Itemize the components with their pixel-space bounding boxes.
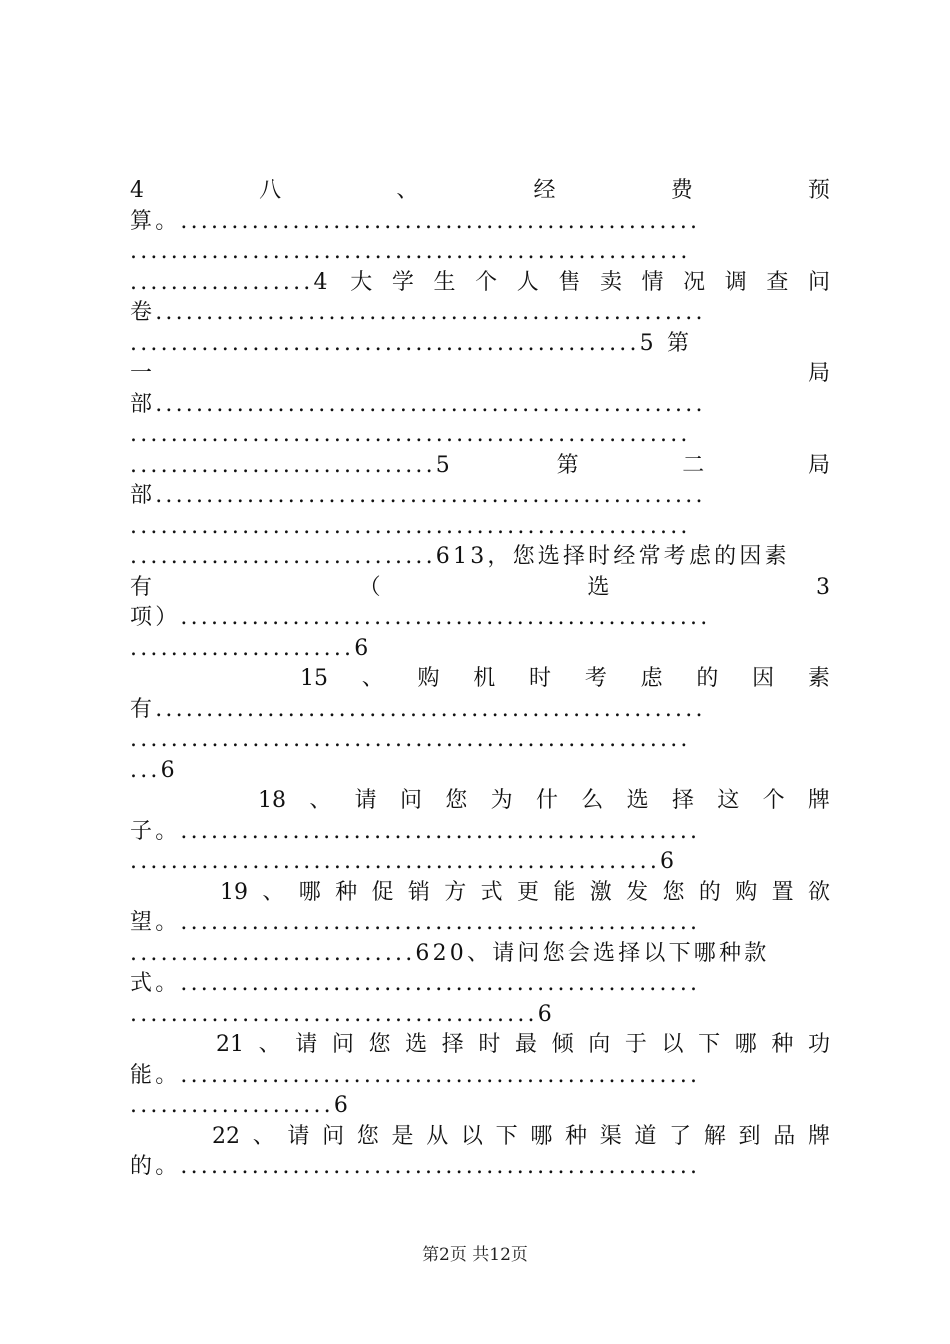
toc-line-text: ....................................................6: [130, 849, 678, 874]
toc-line-part: 请: [287, 1123, 310, 1149]
toc-line: [130, 512, 830, 543]
toc-line-part: 22: [212, 1123, 240, 1149]
toc-line-part: 您: [356, 1123, 379, 1149]
toc-line-text: ........................................6: [130, 1001, 555, 1027]
toc-line-part: 局: [807, 361, 830, 386]
toc-line: [130, 695, 830, 726]
toc-line: [130, 1061, 830, 1092]
toc-line: [130, 908, 830, 939]
toc-line-part: 激: [589, 879, 612, 905]
toc-line-part: 个: [475, 269, 498, 295]
toc-line-part: 下: [698, 1032, 721, 1057]
toc-line-part: 、: [361, 666, 384, 691]
toc-line-part: 第: [556, 452, 579, 478]
toc-line-part: 请: [354, 788, 377, 813]
toc-line: [130, 542, 830, 573]
toc-line: [130, 1091, 830, 1122]
toc-line-text: .......................................................: [130, 422, 691, 447]
toc-line-text: .......................................................: [130, 239, 691, 264]
toc-line-text: ..................................................5 第: [130, 330, 693, 356]
toc-line-text: .......................................................: [130, 727, 691, 752]
toc-line-part: 到: [738, 1123, 761, 1149]
toc-line-part: 种: [335, 879, 358, 905]
toc-line: [130, 1000, 830, 1031]
toc-line-text: 部......................................................: [130, 483, 706, 508]
toc-line: [130, 1030, 830, 1061]
toc-line-part: 能: [553, 879, 576, 905]
toc-line-part: 最: [514, 1032, 537, 1057]
toc-line: [130, 756, 830, 787]
toc-line-part: 学: [391, 269, 414, 295]
toc-line-part: 购: [735, 879, 758, 905]
toc-line-part: 问: [807, 269, 830, 295]
toc-line-part: 选: [405, 1032, 428, 1057]
toc-line-part: 、: [262, 879, 285, 905]
toc-line-text: 望。...................................................: [130, 910, 701, 935]
toc-line-part: 于: [624, 1032, 647, 1057]
toc-line-part: 促: [371, 879, 394, 905]
toc-line-part: 以: [460, 1123, 483, 1149]
toc-line: [130, 237, 830, 268]
toc-line: [130, 420, 830, 451]
toc-line-part: 有: [130, 574, 153, 600]
toc-line-part: 的: [698, 879, 721, 905]
toc-line-part: 种: [565, 1123, 588, 1149]
toc-line: [130, 939, 830, 970]
toc-line-part: 21: [216, 1032, 244, 1057]
toc-line-text: 能。...................................................: [130, 1062, 701, 1088]
toc-line: [130, 969, 830, 1000]
toc-line-part: 什: [535, 788, 558, 813]
toc-line: [130, 451, 830, 482]
page-footer: 第2页 共12页: [422, 1245, 528, 1265]
toc-line-part: 方: [444, 879, 467, 905]
toc-line-part: 种: [771, 1032, 794, 1057]
toc-line-part: 购: [417, 666, 440, 691]
toc-line-part: 调: [724, 269, 747, 295]
toc-line-part: 牌: [807, 788, 830, 813]
toc-line: [130, 664, 830, 695]
toc-line-part: 牌: [807, 1123, 830, 1149]
toc-line: [130, 817, 830, 848]
toc-line-part: 置: [771, 879, 794, 905]
toc-line-part: 哪: [530, 1123, 553, 1149]
toc-line-part: 哪: [734, 1032, 757, 1057]
toc-line-part: 发: [626, 879, 649, 905]
toc-line-part: 渠: [599, 1123, 622, 1149]
toc-line-part: ..............................5: [130, 452, 453, 478]
toc-line-part: 局: [807, 452, 830, 478]
toc-line-part: 时: [478, 1032, 501, 1057]
toc-line-part: 式: [480, 879, 503, 905]
toc-line-part: 机: [473, 666, 496, 691]
toc-line-part: 情: [641, 269, 664, 295]
toc-line-text: 式。...................................................: [130, 971, 701, 996]
toc-line-part: 经: [533, 178, 556, 203]
toc-line: [130, 1152, 830, 1183]
toc-line-text: 项）....................................................: [130, 605, 711, 630]
toc-line-part: 查: [766, 269, 789, 295]
toc-line-text: ..............................613，您选择时经常考虑的因素: [130, 544, 790, 569]
toc-line-text: ...6: [130, 757, 178, 783]
toc-line-part: 、: [252, 1123, 275, 1149]
toc-line-part: 从: [426, 1123, 449, 1149]
toc-line-part: 售: [558, 269, 581, 295]
toc-line-part: 时: [529, 666, 552, 691]
toc-line-part: 选: [626, 788, 649, 813]
toc-line: [130, 573, 830, 604]
toc-line-part: 销: [407, 879, 430, 905]
toc-line-text: .......................................................: [130, 513, 691, 539]
toc-line-part: 是: [391, 1123, 414, 1149]
toc-line-part: 4: [130, 178, 144, 203]
toc-line-text: 的。...................................................: [130, 1154, 701, 1179]
toc-line-part: （: [358, 574, 381, 600]
toc-line-part: 3: [815, 574, 830, 600]
toc-line-part: 问: [399, 788, 422, 813]
toc-line: [130, 359, 830, 390]
table-of-contents: [130, 176, 830, 1183]
toc-line: [130, 390, 830, 421]
toc-line: [130, 725, 830, 756]
toc-line-part: 个: [762, 788, 785, 813]
toc-line-part: 么: [581, 788, 604, 813]
toc-line-text: 部......................................................: [130, 391, 706, 417]
toc-line-part: 素: [807, 666, 830, 691]
toc-line-part: 、: [309, 788, 332, 813]
toc-line-part: 的: [696, 666, 719, 691]
toc-line: [130, 603, 830, 634]
toc-line: [130, 329, 830, 360]
toc-line-part: 15: [300, 666, 328, 691]
toc-line-text: ............................620、请问您会选择以下哪种款: [130, 940, 770, 966]
toc-line-part: 人: [516, 269, 539, 295]
toc-line-part: 功: [807, 1032, 830, 1057]
toc-line-part: 费: [670, 178, 693, 203]
toc-line-part: 卖: [599, 269, 622, 295]
toc-line-part: 18: [258, 788, 286, 813]
toc-line-part: 问: [322, 1123, 345, 1149]
toc-line-text: 子。...................................................: [130, 818, 701, 844]
toc-line-part: 、: [396, 178, 419, 203]
toc-line-part: 问: [331, 1032, 354, 1057]
toc-line-part: 考: [584, 666, 607, 691]
toc-line-part: 选: [587, 574, 610, 600]
toc-line-part: 下: [495, 1123, 518, 1149]
toc-line-text: 卷......................................................: [130, 300, 706, 325]
toc-line-part: 道: [634, 1123, 657, 1149]
toc-line: [130, 878, 830, 909]
toc-line: [130, 786, 830, 817]
toc-line-part: 向: [588, 1032, 611, 1057]
toc-line-part: 您: [662, 879, 685, 905]
toc-line-part: 哪: [298, 879, 321, 905]
toc-line-part: 因: [752, 666, 775, 691]
toc-line-part: 况: [683, 269, 706, 295]
toc-line-part: 八: [259, 178, 282, 203]
toc-line-part: 倾: [551, 1032, 574, 1057]
toc-line: [130, 268, 830, 299]
toc-line-part: 这: [717, 788, 740, 813]
toc-line-part: 19: [220, 879, 248, 905]
toc-line-part: 预: [807, 178, 830, 203]
toc-line-part: 欲: [807, 879, 830, 905]
toc-line-part: 一: [130, 361, 153, 386]
toc-line: [130, 1122, 830, 1153]
toc-line-part: 更: [516, 879, 539, 905]
toc-line-part: 虑: [640, 666, 663, 691]
toc-line-part: 您: [445, 788, 468, 813]
toc-line-part: 品: [773, 1123, 796, 1149]
toc-line-text: ....................6: [130, 1093, 352, 1118]
toc-line-part: 二: [682, 452, 705, 478]
toc-line-text: 算。...................................................: [130, 208, 701, 234]
toc-line-text: ......................6: [130, 635, 372, 661]
toc-line-part: 生: [433, 269, 456, 295]
toc-line-part: 择: [671, 788, 694, 813]
toc-line-part: ..................4: [130, 269, 331, 295]
toc-line-part: 择: [441, 1032, 464, 1057]
toc-line-part: 您: [368, 1032, 391, 1057]
toc-line: [130, 847, 830, 878]
toc-line-part: 、: [258, 1032, 281, 1057]
toc-line-part: 解: [703, 1123, 726, 1149]
toc-line-part: 了: [669, 1123, 692, 1149]
toc-line: [130, 634, 830, 665]
toc-line-text: 有......................................................: [130, 696, 706, 722]
toc-line: [130, 298, 830, 329]
toc-line: [130, 481, 830, 512]
toc-line-part: 为: [490, 788, 513, 813]
toc-line-part: 请: [295, 1032, 318, 1057]
toc-line: [130, 176, 830, 207]
toc-line-part: 以: [661, 1032, 684, 1057]
toc-line: [130, 207, 830, 238]
toc-line-part: 大: [350, 269, 373, 295]
